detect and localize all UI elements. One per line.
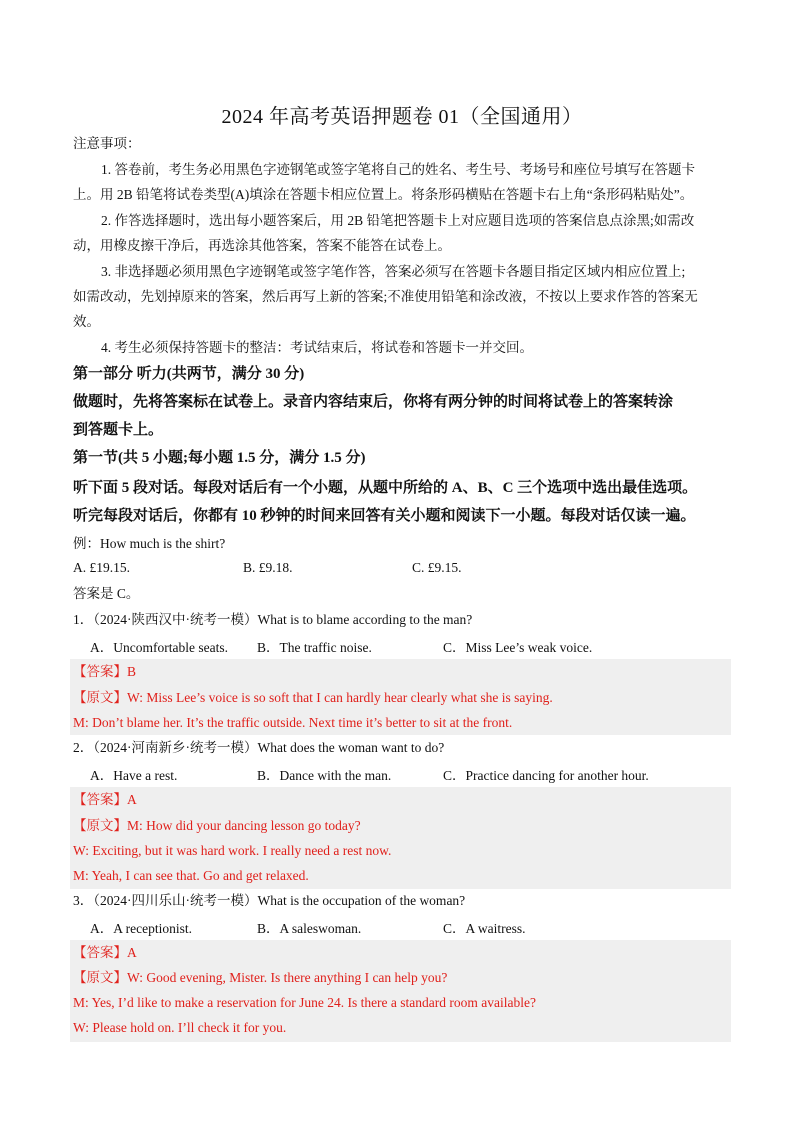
part1-instruction-1: 做题时，先将答案标在试卷上。录音内容结束后，你将有两分钟的时间将试卷上的答案转涂 bbox=[73, 394, 674, 410]
section1-heading: 第一节(共 5 小题;每小题 1.5 分，满分 1.5 分) bbox=[73, 450, 366, 466]
example-option-a: A. £19.15. bbox=[73, 560, 130, 575]
question-2-stem: 2．（2024·河南新乡·统考一模）What does the woman want to do? bbox=[73, 740, 445, 755]
question-1-transcript-2: M: Don’t blame her. It’s the traffic outside. Next time it’s better to sit at the front. bbox=[73, 715, 513, 730]
part1-instruction-4: 听完每段对话后，你都有 10 秒钟的时间来回答有关小题和阅读下一小题。每段对话仅读一遍。 bbox=[73, 508, 696, 524]
question-3-option-a: A．A receptionist. bbox=[90, 921, 192, 936]
question-2-option-b: B．Dance with the man. bbox=[257, 768, 392, 783]
example-option-b: B. £9.18. bbox=[243, 560, 293, 575]
question-3-transcript-1: 【原文】W: Good evening, Mister. Is there anything I can help you? bbox=[73, 970, 448, 985]
question-3-transcript-2: M: Yes, I’d like to make a reservation for June 24. Is there a standard room available? bbox=[73, 995, 536, 1010]
notice-3-line-3: 效。 bbox=[73, 314, 100, 329]
notice-2-line-1: 2. 作答选择题时，选出每小题答案后，用 2B 铅笔把答题卡上对应题目选项的答案信息点涂黑;如需改 bbox=[101, 213, 695, 228]
question-1-option-c: C．Miss Lee’s weak voice. bbox=[443, 640, 593, 655]
question-3-stem: 3．（2024·四川乐山·统考一模）What is the occupation of the woman? bbox=[73, 893, 466, 908]
notice-1-line-1: 1. 答卷前，考生务必用黑色字迹钢笔或签字笔将自己的姓名、考生号、考场号和座位号填写在答题卡 bbox=[101, 162, 695, 177]
example-question: 例：How much is the shirt? bbox=[73, 536, 226, 551]
notice-4-line-1: 4. 考生必须保持答题卡的整洁：考试结束后，将试卷和答题卡一并交回。 bbox=[101, 340, 533, 355]
part1-heading: 第一部分 听力(共两节，满分 30 分) bbox=[73, 366, 305, 382]
notice-3-line-2: 如需改动，先划掉原来的答案，然后再写上新的答案;不准使用铅笔和涂改液，不按以上要求作答的答案无 bbox=[73, 289, 698, 304]
question-2-transcript-3: M: Yeah, I can see that. Go and get relaxed. bbox=[73, 868, 309, 883]
question-2-transcript-1: 【原文】M: How did your dancing lesson go today? bbox=[73, 818, 361, 833]
question-1-option-a: A．Uncomfortable seats. bbox=[90, 640, 228, 655]
notice-heading: 注意事项： bbox=[73, 136, 141, 151]
question-2-transcript-2: W: Exciting, but it was hard work. I really need a rest now. bbox=[73, 843, 392, 858]
part1-instruction-2: 到答题卡上。 bbox=[73, 422, 164, 438]
question-1-transcript-1: 【原文】W: Miss Lee’s voice is so soft that I can hardly hear clearly what she is saying. bbox=[73, 690, 553, 705]
notice-3-line-1: 3. 非选择题必须用黑色字迹钢笔或签字笔作答，答案必须写在答题卡各题目指定区域内相应位置上; bbox=[101, 264, 686, 279]
question-1-option-b: B．The traffic noise. bbox=[257, 640, 372, 655]
example-option-c: C. £9.15. bbox=[412, 560, 462, 575]
question-3-transcript-3: W: Please hold on. I’ll check it for you. bbox=[73, 1020, 287, 1035]
part1-instruction-3: 听下面 5 段对话。每段对话后有一个小题，从题中所给的 A、B、C 三个选项中选出最佳选项。 bbox=[73, 480, 698, 496]
notice-2-line-2: 动，用橡皮擦干净后，再选涂其他答案，答案不能答在试卷上。 bbox=[73, 238, 451, 253]
notice-1-line-2: 上。用 2B 铅笔将试卷类型(A)填涂在答题卡相应位置上。将条形码横贴在答题卡右上角“条形码粘贴处”。 bbox=[73, 187, 694, 202]
page-title: 2024 年高考英语押题卷 01（全国通用） bbox=[221, 106, 583, 128]
example-answer: 答案是 C。 bbox=[73, 586, 140, 601]
question-2-answer: 【答案】A bbox=[73, 792, 137, 807]
question-3-answer: 【答案】A bbox=[73, 945, 137, 960]
question-3-option-c: C．A waitress. bbox=[443, 921, 526, 936]
question-1-stem: 1．（2024·陕西汉中·统考一模）What is to blame according to the man? bbox=[73, 612, 473, 627]
question-2-option-a: A．Have a rest. bbox=[90, 768, 178, 783]
question-2-option-c: C．Practice dancing for another hour. bbox=[443, 768, 649, 783]
question-1-answer: 【答案】B bbox=[73, 664, 137, 679]
question-3-option-b: B．A saleswoman. bbox=[257, 921, 362, 936]
